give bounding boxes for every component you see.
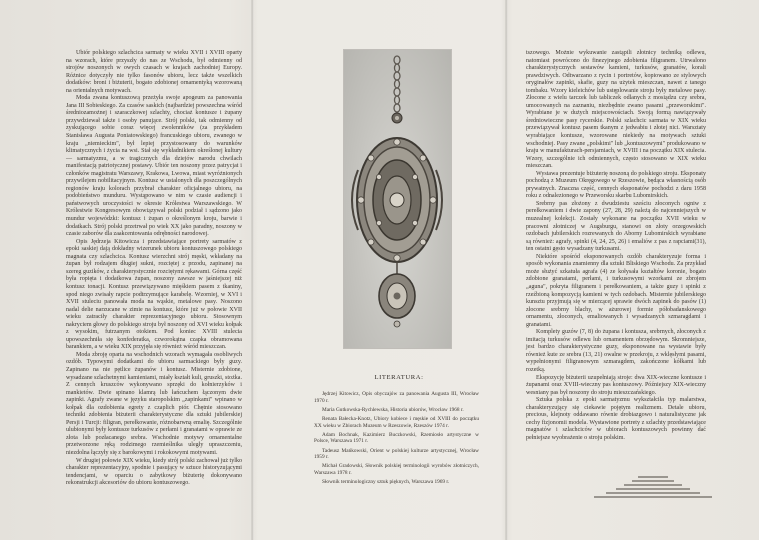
left-text-column xyxy=(66,50,242,528)
literature-entry: Jędrzej Kitowicz, Opis obyczajów za panowania Augusta III, Wrocław 1970 r. xyxy=(314,391,479,404)
paragraph: Moda zwana kontuszową przeżyła swoje apogeum za panowania Jana III Sobieskiego. Za czasów saskich (najbardziej powszechna wśród średniozamożnej i szaraczkowej szlachty, chociaż kontusze i żupany przywdziewał także i osoby panujące. Strój polski, tak odmienny od zyskującego sobie coraz więcej zwolenników (za przykładem Stanisława Augusta Poniatowskiego) francuskiego ubioru, zwanego w kraju „niemieckim", był lepiej przystosowany do warunków klimatycznych i życia na wsi. Stał się wykładnikiem określonej kultury — sarmatyzmu, a w tragicznych dla dziejów narodu chwilach manifestacją patriotycznej postawy. Ubiór ten noszony przez patrycjat i członków magistratu Warszawy, Krakowa, Lwowa, miast wyróżnionych przywilejem nobilitacyjnym. Kontusz w ustalonych dla poszczególnych regionów kraju kolorach przybrał charakter oficjalnego ubioru, na podobieństwo munduru. Wystąpowano w nim w czasie audiencji i państwowych uroczystości w okresie Królestwa Warszawskiego. W Królestwie Kongresowym obowiązywał polski podział i sądzono jako mundur wojewódzki: kontusz i żupan o określonym kroju, barwie i dodatkach. Strój polski przetrwał po wiek XX jako paradny, noszony w czasie zaborów dla zaakcentowania odrębności narodowej. xyxy=(66,95,242,238)
paragraph: Ekspozycję biżuterii uzupełniają stroje: dwa XIX-wieczne kontusze i żupanami oraz XVIII-wieczny pas kontuszowy. Późniejszy XIX-wieczny wesniany pas był noszony do stroju mieszczańskiego. xyxy=(526,374,706,396)
paragraph: Niektóre spośród eksponowanych ozdób charakteryzuje forma i sposób wykonania znamienny dla sztuki Bliskiego Wschodu. Za przykład może służyć szkatuła agrafa (4) ze kołysała kształtów koronie, bogato zdobione granatami, perłami, i turkusowymi wzorkami ze zbrojem „aguna", pokryta filigranem i perełkowaniem, a także guzy i spinki z rzeźbioną kompozycją kamieni w tych ozdobach. Misternie jubilerskiego kunsztu przyjmują się w mierzącej sprawie dwóch zapinek do pasów (1) złocone srebrny blachy, w ażurowej formie półobadanskowego ornamentu, złoconych, emaliowanych i wysadzanych szmaragdami i granatami. xyxy=(526,253,706,328)
stepped-pyramid-ornament-icon xyxy=(588,474,718,500)
panel-middle xyxy=(254,0,505,540)
literature-entry: Słownik terminologiczny sztuk pięknych, Warszawa 1969 r. xyxy=(322,479,450,486)
pendant-photo-icon xyxy=(344,50,451,348)
pendant-photo xyxy=(344,50,451,348)
paragraph: W drugiej połowie XIX wieku, kiedy strój polski zachował już tylko charakter reprezentacyjny, spodnie i pasujący w sztuce historyzującymi tendencjami, w oparciu o zabytkowy biżuterię dokonywano rekonstrukcji akcesoriów do ubioru kontuszowego. xyxy=(66,457,242,487)
literature-entry: Tadeusz Mańkowski, Orient w polskiej kulturze artystycznej, Wrocław 1959 r. xyxy=(314,447,479,461)
literature-heading: LITERATURA: xyxy=(374,374,424,381)
paragraph: Sztuka polska z epoki sarmatyzmu wykształciła typ malarstwa, charakteryzujący się ciekawie pojętym realizmem. Detale ubioru, precious, klejnoty oddawano równie drobiazgowo i naturalistyczne jak cechy fizjonomii modela. Wystawione portrety z szlachty przedstawiające magnatów i szlachciców w ubiorach kontuszowych powinny dać pełniejsze wyobrażenie o stroju polskim. xyxy=(526,397,706,441)
paragraph: Komplety guzów (7, 8) do żupana i kontusza, srebrnych, złoconych z imitacją turkusów odlewu lub ornamentem obrzędowym. Skromniejsze, jest bardzo charakterystyczne guzy, eksponowane na wystawie były również kute ze srebra (13, 21) owalne w przekroju, z wklęsłymi pasami, wypełnionymi filigranowym szmaragdem, zakończone kółkami lub rozetką. xyxy=(526,329,706,373)
panel-left xyxy=(0,0,251,540)
paragraph: Moda zbroję oparta na wschodnich wzorach wymagała osobliwych ozdób. Typowymi dodatkami do ubioru sarmackiego były guzy. Zapinano na nie pętlice żupanów i kontusz. Misternie zdobione, wysadzane szlachetnymi kamieniami, miały kształt kuli, gruszki, stożka. Z cennych kruszców wykonywano sprzęki do kołnierzyków i mankietów. Dwie spinano klamrą lub łańcuchem łączonym dwie zapinki. Agrafy zwane w języku staropolskim „zapinkami" wpinano w kołpak dla ozdobienia egrety z czaplich piór. Chętnie stosowano techniki zdobienia biżuterii charakterystyczne dla sztuki jubilerskiej Persji i Turcji: filigran, perełkowanie, różnobarwną emalię. Szczególnie ulubionymi były kontusze turkusów z perłami i granatami w oprawie ze złota lub pozłacanego srebra. Wschodnie motywy ornamentalne przetworzone ręką rodzimego rzemieślnika uległy upraszczeniu, niezdolna łączyły się z barokowymi i rokokowymi motywami. xyxy=(66,351,242,456)
paragraph: Ubiór polskiego szlachcica sarmaty w wieku XVII i XVIII oparty na wzorach, które przyszły do nas ze Wschodu, był odmienny od strojów noszonych w owych czasach w krajach zachodniej Europy. Różnice dotyczyły nie tylko fasonów ubioru, lecz także wszelkich dodatków: broni i biżuterii, bogato zdobionej ornamentyką wzorowaną na orientalnych motywach. xyxy=(66,50,242,94)
paragraph: Wystawa prezentuje biżuterię noszoną do polskiego stroju. Eksponaty pochodzą z Muzeum Okręgowego w Rzeszowie, będąca własnością osób prywatnych. Znaczna część, cennych eksponatów pochodzi z daru 1958 roku z odnalezionego w Przeworsku skarbu Lubomirskich. xyxy=(526,170,706,200)
literature-entry: Adam Bochnak, Kazimierz Buczkowski, Rzemiosło artystyczne w Polsce, Warszawa 1971 r. xyxy=(314,431,479,445)
literature-entry: Renata Bałecka-Knotz, Ubiory kobiece i męskie od XVIII do początku XX wieku w Zbiorach Muzeum w Rzeszowie, Rzeszów 1974 r. xyxy=(314,415,479,429)
literature-entry: Michał Gradowski, Słownik polskiej terminologii wyrobów złotniczych, Warszawa 1978 r. xyxy=(314,463,479,476)
literature-entry: Maria Gutkowska-Rychlewska, Historia ubiorów, Wrocław 1968 r. xyxy=(322,406,464,413)
paragraph: Srebrny pas złożony z dwudziestu sześciu złoconych ogniw z perełkowaniem i dwie zapony (27, 28, 29) należą do najcenniejszych w muzealnej kolekcji. Zostały wykonane na początku XVII wieku w pracowni złotniczej w Augsburgu, stanowi on złoty orzegowskich ozdobach jubilerskich rozrewanych do Aborny Lubomirskich wyrabiane są również: agrafy, spinki (4, 24, 25, 26) i emaliów z pas z rapciami(31), ten ostatni gęsto wysadzany turkusami. xyxy=(526,200,706,253)
panel-right xyxy=(508,0,759,540)
right-text-column xyxy=(526,50,706,441)
literature-list xyxy=(314,391,479,488)
paragraph: tszowego. Możnie wykuwanie zastąpili złotnicy techniką odlewu, natomiast powrócono do finezyjnego zdobienia filigranem. Utrwalono charakterystycznych sestawów kamieni, turkusów, granatów, korali prawdziwych. Odtwarzano z rycin i portretów, kopiowano ze stylowych oryginałów zapinki, skafie, guzy na użytek mieszczan, nawet z tanego tombaku. Wzory kieleichów lub ustęplowanie stroju były metalowe pasy. Złocone z wielu tarczek lub tabliczek odlanych z mosiądzu czy srebra, umocowanych na zaznaniu, niezbędnie zwano pasami „przeworskimi". Wyrabiane je w dużych miejscowościach. Swoją formą nawiązywały średniowieczne pasy rycerskie. Polski szlachcic sarmata w XIX wieku przewiązywał kontusz pasem tkanym z jedwabiu i złotej nici. Warsztaty wyrabiające kontusze, wzorowane niekiedy na motywach sztuki wschodniej. Pasy zwane „polskimi" lub „kontuszowymi" produkowano w kraju w manufakturach-persjarniach, w XVIII i na początku XIX stulecia. Wzory, szczególnie ich odmiennych, często stosowano w XIX wieku mieszczan. xyxy=(526,50,706,170)
paragraph: Opis Jędrzeja Kitowicza i przedstawiające portrety sarmatów z epoki saskiej dają dokładny wizerunek ubioru kontuszowego polskiego magnata czy szlachcica. Kontusz wierzchni strój męski, wkładany na żupan był rodzajem długiej sukni, rozciętej z przodu, zapinanej na szereg guzików, z charakterystycznie rozciętymi rękawami. Górna część była ropięta i dodatkowa żupan, noszony zawsze w jaśniejszej niż kontusz tonacji. Kontusz przewiązywano mięśkiem pasem z tkaniny, spod niego zwisały rapcie podtrzymujące karabelę. Wzorniej, w XVI i XVII stuleciu panowała moda na wąskie, metalowe pasy. Noszono nadal delie narzucane w zimie na kontusz, które już w połowie XVII wieku zatraciły charakter reprezentacyjnego ubioru. Stosownym nakryciem głowy do polskiego stroju był noszony od XVI wieku kołpak z wysokim, futrzanym otokiem. Pod koniec XVIII stulecia upowszechniła się konfederatka, czworokątna czapka obramowana barankiem, a w wieku XIX przyjęła się również wśród mieszczan. xyxy=(66,238,242,351)
